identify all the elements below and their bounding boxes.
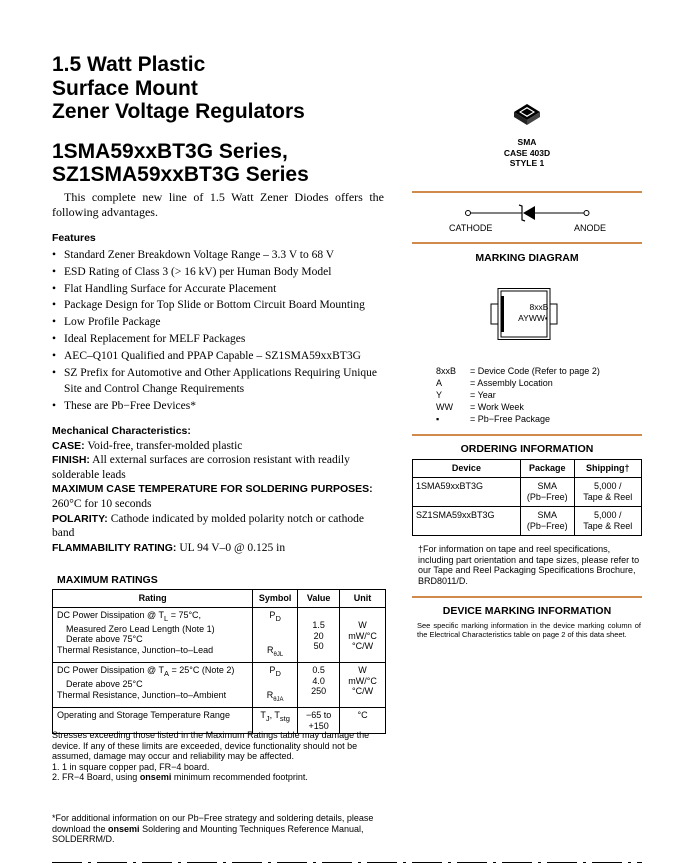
symbol-cell: $P_D$ $R_{\theta JL}$ (253, 607, 298, 663)
feature-item: • These are Pb−Free Devices* (52, 398, 397, 415)
flammability-label: FLAMMABILITY RATING: (52, 541, 177, 554)
note-2: 2. FR−4 Board, using onsemi minimum recommended footprint. (52, 772, 308, 782)
title-line: 1.5 Watt Plastic (52, 53, 206, 76)
feature-item: • ESD Rating of Class 3 (> 16 kV) per Human Body Model (52, 264, 397, 281)
feature-item: • Package Design for Top Slide or Bottom Circuit Board Mounting (52, 297, 397, 314)
feature-item: • Flat Handling Surface for Accurate Placement (52, 281, 397, 298)
title-line: Surface Mount (52, 76, 198, 100)
feature-item: • Low Profile Package (52, 314, 397, 331)
document-title (52, 53, 392, 124)
case-label: CASE: (52, 439, 85, 452)
symbol-cell: $T_J$, $T_{stg}$ (253, 708, 298, 734)
section-divider (412, 596, 642, 598)
intro-paragraph: This complete new line of 1.5 Watt Zener Diodes offers the following advantages. (52, 190, 384, 219)
section-divider (412, 434, 642, 436)
device-cell: SZ1SMA59xxBT3G (413, 507, 521, 536)
table-row (413, 507, 642, 536)
diode-symbol (430, 200, 620, 240)
device-marking-text: See specific marking information in the device marking column of the Electrical Characteristics table on page 2 of this data sheet. (417, 621, 641, 639)
ordering-heading: ORDERING INFORMATION (460, 443, 594, 455)
table-header: Value (298, 590, 340, 608)
section-divider (412, 242, 642, 244)
marking-line-2: AYWW▪ (518, 313, 548, 323)
case-text: Void-free, transfer-molded plastic (87, 439, 243, 452)
polarity-label: POLARITY: (52, 512, 108, 525)
note-1: 1. 1 in square copper pad, FR−4 board. (52, 761, 210, 772)
table-header: Package (520, 460, 574, 478)
table-header-row (413, 460, 642, 478)
feature-item: • SZ Prefix for Automotive and Other Applications Requiring Unique Site and Control Change Requirements (52, 365, 397, 399)
marking-line-1: 8xxB (529, 302, 549, 312)
sma-package-icon (510, 100, 544, 128)
feature-item: • AEC–Q101 Qualified and PPAP Capable – SZ1SMA59xxBT3G (52, 348, 397, 365)
footer-divider (52, 862, 642, 863)
features-heading: Features (52, 232, 96, 244)
finish-label: FINISH: (52, 454, 90, 467)
package-label: SMA CASE 403D STYLE 1 (503, 137, 551, 168)
ordering-note: †For information on tape and reel specifications, including part orientation and tape sizes, please refer to our Tape and Reel Packaging Specifications Brochure, BRD8011/D. (418, 544, 640, 586)
value-cell: 0.5 4.0 250 (298, 663, 340, 708)
package-cell: SMA (Pb−Free) (520, 507, 574, 536)
unit-cell: W mW/°C °C/W (340, 663, 386, 708)
table-row (53, 663, 386, 708)
rating-cell: DC Power Dissipation @ $T_A = 25^\circ C$ (Note 2) Derate above 25°C Thermal Resistance, Junction–to–Ambient (53, 663, 253, 708)
ratings-notes (52, 730, 388, 783)
anode-label: ANODE (574, 223, 607, 233)
max-ratings-heading: MAXIMUM RATINGS (57, 574, 158, 586)
series-line: 1SMA59xxBT3G Series, (52, 140, 288, 163)
table-header: Unit (340, 590, 386, 608)
pb-free-footnote: *For additional information on our Pb−Free strategy and soldering details, please download the onsemi Soldering and Mounting Techniques Reference Manual, SOLDERRM/D. (52, 813, 374, 844)
device-marking-heading: DEVICE MARKING INFORMATION (442, 605, 612, 617)
polarity-text: Cathode indicated by molded polarity notch or cathode band (52, 512, 364, 540)
section-divider (412, 191, 642, 193)
unit-cell: °C (340, 708, 386, 734)
stress-note: Stresses exceeding those listed in the Maximum Ratings table may damage the device. If any of these limits are exceeded, device functionality should not be assumed, damage may occur and reliability may be affected. (52, 730, 370, 761)
table-row (53, 607, 386, 663)
maxtemp-label: MAXIMUM CASE TEMPERATURE FOR SOLDERING PURPOSES: (52, 483, 373, 496)
table-header: Device (413, 460, 521, 478)
table-header: Rating (53, 590, 253, 608)
feature-item: • Ideal Replacement for MELF Packages (52, 331, 397, 348)
finish-text: All external surfaces are corrosion resistant with readily solderable leads (52, 454, 350, 481)
table-header-row (53, 590, 386, 608)
device-cell: 1SMA59xxBT3G (413, 478, 521, 507)
shipping-cell: 5,000 / Tape & Reel (574, 478, 641, 507)
value-cell: 1.5 20 50 (298, 607, 340, 663)
flammability-text: UL 94 V–0 @ 0.125 in (179, 541, 286, 554)
unit-cell: W mW/°C °C/W (340, 607, 386, 663)
rating-cell: Operating and Storage Temperature Range (53, 708, 253, 734)
feature-item: • Standard Zener Breakdown Voltage Range – 3.3 V to 68 V (52, 247, 397, 264)
shipping-cell: 5,000 / Tape & Reel (574, 507, 641, 536)
package-cell: SMA (Pb−Free) (520, 478, 574, 507)
value-cell: −65 to +150 (298, 708, 340, 734)
table-header: Shipping† (574, 460, 641, 478)
series-title (52, 140, 392, 186)
cathode-label: CATHODE (449, 223, 493, 233)
series-line: SZ1SMA59xxBT3G Series (52, 163, 309, 186)
marking-legend: 8xxB = Device Code (Refer to page 2) A = Assembly Location Y = Year WW = Work Week ▪ = Pb−Free Package (436, 366, 600, 424)
mech-heading: Mechanical Characteristics: (52, 425, 191, 437)
max-ratings-table (52, 589, 386, 734)
rating-cell: DC Power Dissipation @ $T_L = 75^\circ C$, Measured Zero Lead Length (Note 1) Derate above 75°C Thermal Resistance, Junction–to–Lead (53, 607, 253, 663)
table-row (413, 478, 642, 507)
features-list (52, 247, 397, 415)
maxtemp-text: 260°C for 10 seconds (52, 497, 152, 510)
ordering-table (412, 459, 642, 536)
mechanical-characteristics (52, 424, 387, 555)
table-header: Symbol (253, 590, 298, 608)
symbol-cell: $P_D$ $R_{\theta JA}$ (253, 663, 298, 708)
marking-diagram-heading: MARKING DIAGRAM (475, 252, 579, 264)
title-line: Zener Voltage Regulators (52, 100, 305, 123)
